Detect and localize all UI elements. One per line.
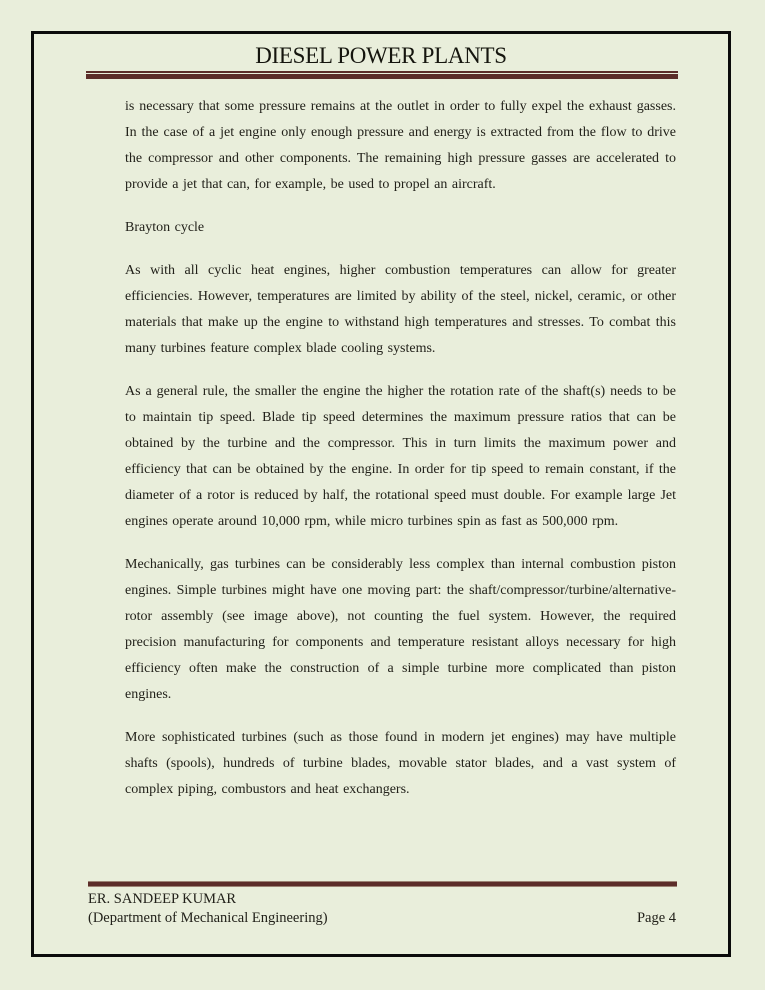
body-paragraph: As a general rule, the smaller the engine the higher the rotation rate of the shaft(s) needs to be to maintain tip speed. Blade tip speed determines the maximum pressure ratios that can be obtained by the turbine and the compressor. This in turn limits the maximum power and efficiency that can be obtained by the engine. In order for tip speed to remain constant, if the diameter of a rotor is reduced by half, the rotational speed must double. For example large Jet engines operate around 10,000 rpm, while micro turbines spin as fast as 500,000 rpm. [125,384,676,529]
page-title: DIESEL POWER PLANTS [255,43,507,68]
page-footer [88,881,677,928]
body-paragraph: is necessary that some pressure remains at the outlet in order to fully expel the exhaust gasses. In the case of a jet engine only enough pressure and energy is extracted from the flow to drive the compressor and other components. The remaining high pressure gasses are accelerated to provide a jet that can, for example, be used to propel an aircraft. [125,99,676,192]
title-divider [86,71,678,79]
body-paragraph: As with all cyclic heat engines, higher combustion temperatures can allow for greater efficiencies. However, temperatures are limited by ability of the steel, nickel, ceramic, or other materials that make up the engine to withstand high temperatures and stresses. To combat this many turbines feature complex blade cooling systems. [125,263,676,356]
document-page-frame [31,31,731,957]
footer-page-number: Page 4 [636,910,676,926]
footer-divider [88,881,677,887]
document-body [125,94,676,803]
body-paragraph: Mechanically, gas turbines can be considerably less complex than internal combustion piston engines. Simple turbines might have one moving part: the shaft/compressor/turbine/alternative-rotor assembly (see image above), not counting the fuel system. However, the required precision manufacturing for components and temperature resistant alloys necessary for high efficiency often make the construction of a simple turbine more complicated than piston engines. [125,557,676,702]
footer-author: ER. SANDEEP KUMAR [88,891,237,907]
section-heading-brayton-cycle: Brayton cycle [125,220,205,235]
body-paragraph: More sophisticated turbines (such as those found in modern jet engines) may have multiple shafts (spools), hundreds of turbine blades, movable stator blades, and a vast system of complex piping, combustors and heat exchangers. [125,730,676,797]
footer-department: (Department of Mechanical Engineering) [88,910,328,926]
